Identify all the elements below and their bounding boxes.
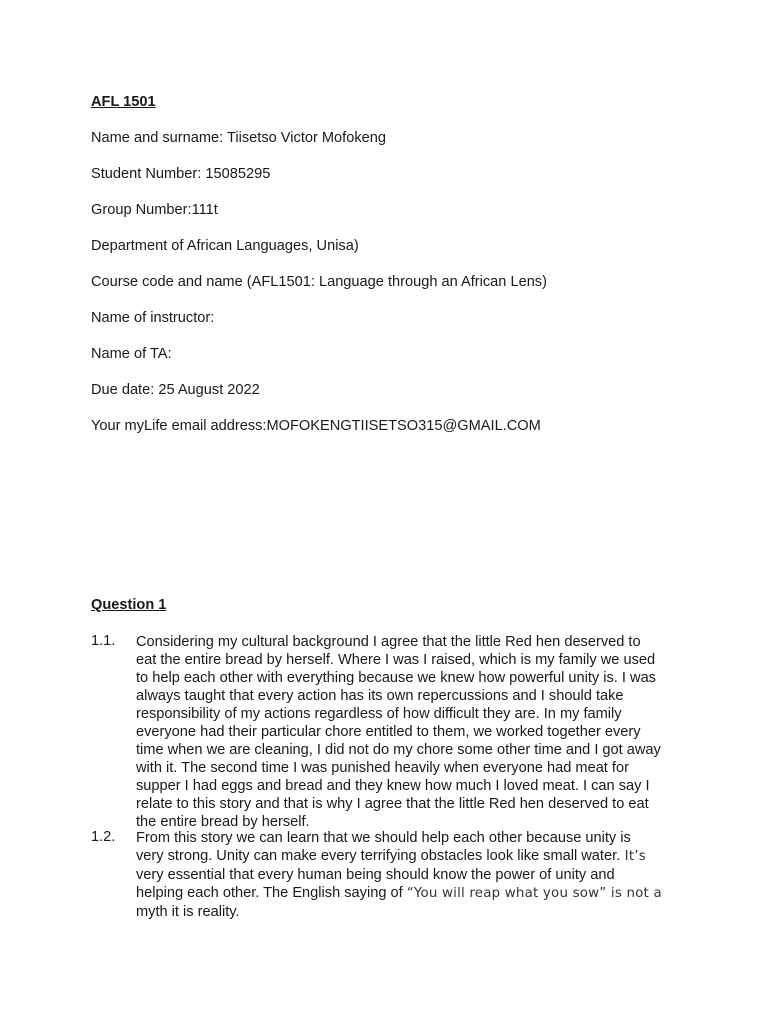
paragraph-line: eat the entire bread by herself. Where I was I raised, which is my family we used <box>136 652 656 668</box>
paragraph-line: everyone had their particular chore entitled to them, we worked together every <box>136 724 641 740</box>
course-code-line: Course code and name (AFL1501: Language through an African Lens) <box>91 274 547 290</box>
paragraph-line <box>136 847 716 866</box>
paragraph-line: time when we are cleaning, I did not do my chore some other time and I got away <box>136 742 661 758</box>
question-heading: Question 1 <box>91 597 167 613</box>
name-line: Name and surname: Tiisetso Victor Mofokeng <box>91 130 386 146</box>
paragraph-line: the entire bread by herself. <box>136 814 310 830</box>
paragraph-line: with it. The second time I was punished heavily when everyone had meat for <box>136 760 629 776</box>
paragraph-line: From this story we can learn that we should help each other because unity is <box>136 830 631 846</box>
ta-line: Name of TA: <box>91 346 172 362</box>
answer-paragraph <box>136 829 716 921</box>
paragraph-line: Considering my cultural background I agree that the little Red hen deserved to <box>136 634 641 650</box>
paragraph-line: to help each other with everything because we knew how powerful unity is. I was <box>136 670 656 686</box>
paragraph-line <box>136 884 716 903</box>
paragraph-line: supper I had eggs and bread and they knew how much I loved meat. I can say I <box>136 778 650 794</box>
text-run: It’s <box>620 849 646 864</box>
department-line: Department of African Languages, Unisa) <box>91 238 359 254</box>
answer-paragraph <box>136 633 716 831</box>
paragraph-line: relate to this story and that is why I agree that the little Red hen deserved to eat <box>136 796 649 812</box>
student-number-line: Student Number: 15085295 <box>91 166 271 182</box>
group-number-line: Group Number:111t <box>91 202 218 218</box>
paragraph-line: responsibility of my actions regardless of how difficult they are. In my family <box>136 706 622 722</box>
paragraph-line: always taught that every action has its own repercussions and I should take <box>136 688 624 704</box>
instructor-line: Name of instructor: <box>91 310 215 326</box>
text-run: very strong. Unity can make every terrifying obstacles look like small water. <box>136 848 621 864</box>
email-line: Your myLife email address:MOFOKENGTIISETSO315@GMAIL.COM <box>91 418 541 434</box>
course-heading: AFL 1501 <box>91 94 156 110</box>
item-number: 1.1. <box>91 633 116 649</box>
paragraph-line: myth it is reality. <box>136 904 240 920</box>
text-run: helping each other. The English saying of <box>136 885 407 901</box>
paragraph-line: very essential that every human being should know the power of unity and <box>136 867 615 883</box>
quoted-saying: “You will reap what you sow” is not a <box>406 886 662 901</box>
due-date-line: Due date: 25 August 2022 <box>91 382 260 398</box>
item-number: 1.2. <box>91 829 116 845</box>
